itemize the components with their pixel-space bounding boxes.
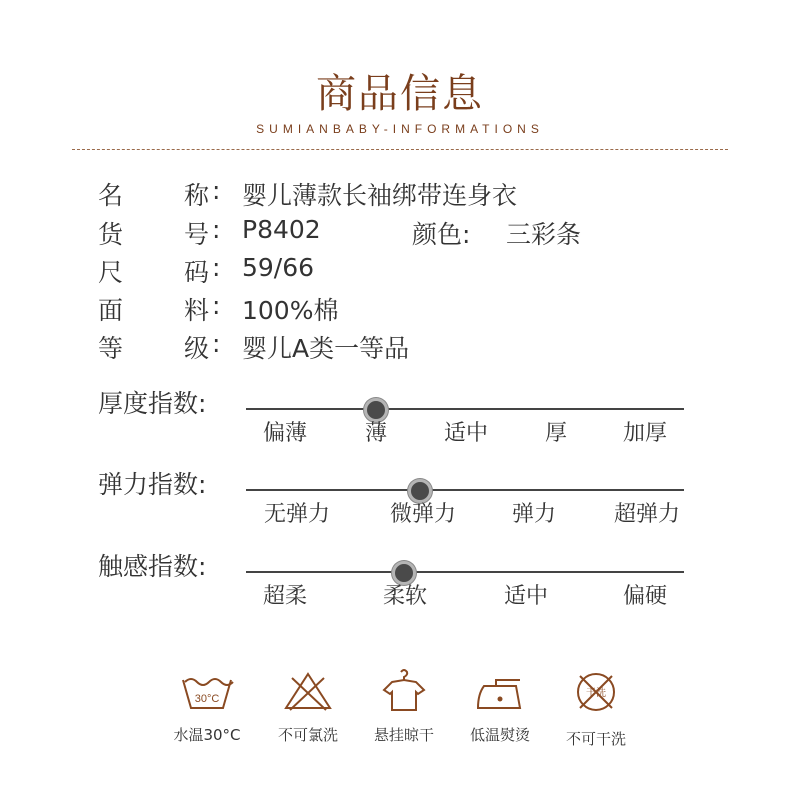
care-label: 不可干洗 (565, 730, 626, 748)
info-key: 号 (184, 220, 210, 249)
index-option: 加厚 (622, 421, 668, 446)
info-key: 码 (184, 258, 210, 287)
care-label: 不可氯洗 (277, 726, 338, 744)
page-subtitle: SUMIANBABY-INFORMATIONS (256, 122, 544, 136)
no-bleach-icon (278, 668, 338, 712)
index-track (246, 408, 684, 410)
index-option: 超柔 (262, 584, 308, 609)
low-iron-icon (470, 668, 530, 712)
touch-index (98, 552, 738, 631)
info-key: 尺 (98, 258, 124, 287)
info-colon: : (212, 291, 221, 320)
care-label: 悬挂晾干 (373, 726, 434, 744)
index-option: 柔软 (382, 584, 428, 609)
wash-30-icon (177, 668, 237, 712)
info-key: 料 (184, 296, 210, 325)
elasticity-index (98, 470, 738, 549)
info-key: 级 (184, 334, 210, 363)
care-label: 低温熨烫 (469, 726, 530, 744)
info-colon: : (212, 253, 221, 282)
index-option: 偏薄 (262, 421, 308, 446)
info-key-color: 颜色: (412, 220, 471, 249)
info-key: 货 (98, 220, 124, 249)
care-no-dry-clean (536, 668, 656, 758)
no-dry-clean-icon (566, 668, 626, 716)
info-value: 婴儿薄款长袖绑带连身衣 (242, 181, 518, 210)
info-key: 名 (98, 181, 124, 210)
index-label: 厚度指数: (98, 389, 207, 418)
info-colon: : (212, 176, 221, 205)
index-option: 弹力 (511, 502, 557, 527)
info-colon: : (212, 215, 221, 244)
info-value-color: 三彩条 (506, 220, 582, 249)
info-key: 等 (98, 334, 124, 363)
info-value: P8402 (242, 215, 321, 244)
index-option: 厚 (544, 421, 568, 446)
care-label: 水温30°C (173, 726, 241, 744)
dry-clean-text: 干洗 (586, 688, 606, 699)
index-label: 触感指数: (98, 552, 207, 581)
index-option: 适中 (443, 421, 489, 446)
info-key: 面 (98, 296, 124, 325)
info-value: 婴儿A类一等品 (242, 334, 410, 363)
index-option: 超弹力 (613, 502, 681, 527)
thickness-index (98, 389, 738, 468)
index-track (246, 489, 684, 491)
index-option: 薄 (364, 421, 388, 446)
index-label: 弹力指数: (98, 470, 207, 499)
wash-temp-text: 30°C (194, 693, 220, 705)
page-title: 商品信息 (316, 71, 484, 117)
index-option: 微弹力 (389, 502, 457, 527)
info-colon: : (212, 329, 221, 358)
divider (72, 149, 728, 150)
index-option: 偏硬 (622, 584, 668, 609)
info-value: 59/66 (242, 253, 315, 282)
index-option: 无弹力 (263, 502, 331, 527)
hang-dry-icon (374, 668, 434, 712)
index-track (246, 571, 684, 573)
info-key: 称 (184, 181, 210, 210)
info-value: 100%棉 (242, 296, 339, 325)
index-option: 适中 (503, 584, 549, 609)
